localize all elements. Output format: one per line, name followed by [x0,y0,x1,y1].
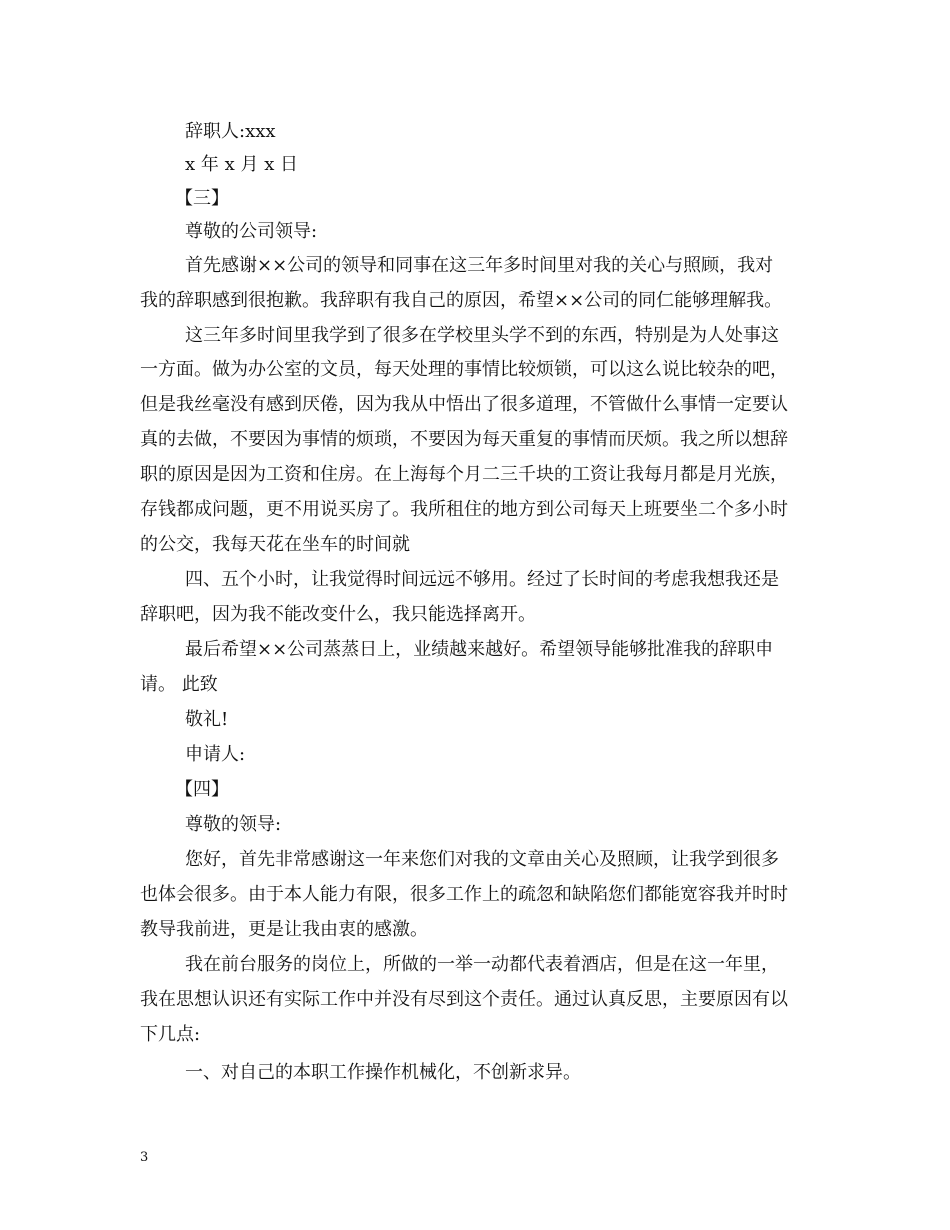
paragraph-line: 请。 此致 [140,674,218,695]
paragraph-line: 也体会很多。由于本人能力有限，很多工作上的疏忽和缺陷您们都能宽容我并时时 [140,884,788,905]
paragraph-line: 我在前台服务的岗位上，所做的一举一动都代表着酒店，但是在这一年里， [185,954,779,975]
paragraph-line: 下几点: [140,1024,201,1045]
paragraph-line: 真的去做，不要因为事情的烦琐，不要因为每天重复的事情而厌烦。我之所以想辞 [140,429,788,450]
paragraph-line: 但是我丝毫没有感到厌倦，因为我从中悟出了很多道理，不管做什么事情一定要认 [140,394,788,415]
section-heading-4: 【四】 [175,779,229,800]
paragraph-line: 我的辞职感到很抱歉。我辞职有我自己的原因，希望××公司的同仁能够理解我。 [140,290,783,311]
date-line: x 年 x 月 x 日 [185,154,299,175]
paragraph-line: 职的原因是因为工资和住房。在上海每个月二三千块的工资让我每月都是月光族， [140,464,788,485]
salutation: 尊敬的领导: [185,814,282,835]
section-heading-3: 【三】 [175,188,229,209]
paragraph-line: 四、五个小时，让我觉得时间远远不够用。经过了长时间的考虑我想我还是 [185,569,779,590]
paragraph-line: 教导我前进，更是让我由衷的感激。 [140,919,428,940]
paragraph-line: 辞职吧，因为我不能改变什么，我只能选择离开。 [140,604,536,625]
salutation: 尊敬的公司领导: [185,221,318,242]
paragraph-line: 存钱都成问题，更不用说买房了。我所租住的地方到公司每天上班要坐二个多小时 [140,499,788,520]
closing-salute: 敬礼! [185,709,229,730]
paragraph-line: 的公交，我每天花在坐车的时间就 [140,534,410,555]
page-number: 3 [140,1150,149,1165]
paragraph-line: 首先感谢××公司的领导和同事在这三年多时间里对我的关心与照顾，我对 [185,255,774,276]
paragraph-line: 一方面。做为办公室的文员，每天处理的事情比较烦锁，可以这么说比较杂的吧， [140,359,788,380]
paragraph-line: 这三年多时间里我学到了很多在学校里头学不到的东西，特别是为人处事这 [185,325,779,346]
applicant-line: 申请人: [185,744,246,765]
list-item: 一、对自己的本职工作操作机械化，不创新求异。 [185,1062,581,1083]
signer-line: 辞职人:xxx [185,121,276,142]
paragraph-line: 最后希望××公司蒸蒸日上，业绩越来越好。希望领导能够批准我的辞职申 [185,639,774,660]
paragraph-line: 我在思想认识还有实际工作中并没有尽到这个责任。通过认真反思，主要原因有以 [140,989,788,1010]
paragraph-line: 您好，首先非常感谢这一年来您们对我的文章由关心及照顾，让我学到很多 [185,849,779,870]
